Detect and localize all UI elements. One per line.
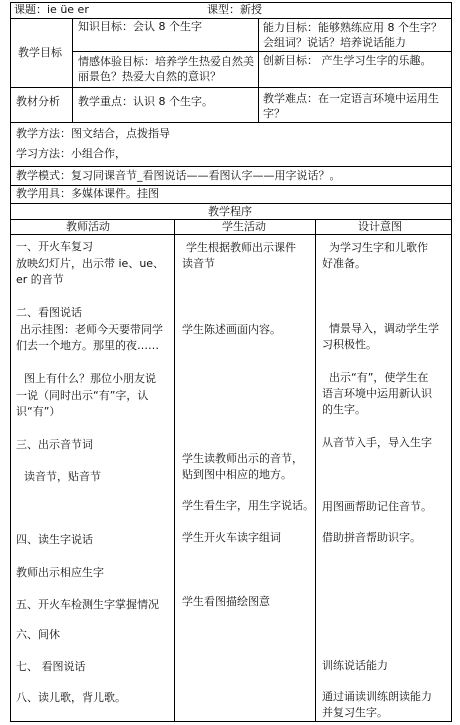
teacher-activity-line: 们去一个地方。那里的夜…… (16, 339, 159, 352)
student-activity-line: 读音节 (182, 257, 215, 270)
row-divider (10, 166, 451, 167)
teaching-tools: 教学用具：多媒体课件。挂图 (16, 187, 159, 200)
innovation-goal: 创新目标： 产生学习生字的乐趣。 (263, 54, 432, 67)
intent-line: 习积极性。 (322, 338, 377, 351)
row-divider (10, 18, 451, 19)
teacher-activity-line: 二、看图说话 (16, 306, 82, 319)
row-divider (10, 234, 451, 235)
row-divider (10, 122, 451, 123)
intent-line: 借助拼音帮助识字。 (322, 531, 421, 544)
teacher-activity-line: 出示挂图：老师今天要带同学 (20, 323, 163, 336)
intent-line: 训练说话能力 (322, 659, 388, 672)
teacher-activity-line: 教师出示相应生字 (16, 566, 104, 579)
col-divider (258, 18, 259, 123)
col-student-header: 学生活动 (222, 220, 266, 233)
student-activity-line: 学生看生字，用生字说话。 (182, 499, 314, 512)
goals-row-label: 教学目标 (18, 46, 62, 59)
intent-line: 好准备。 (322, 257, 366, 270)
intent-line: 并复习生字。 (322, 706, 388, 719)
student-activity-line: 学生读教师出示的音节， (182, 452, 303, 465)
intent-line: 从音节入手，导入生字 (322, 436, 432, 449)
teacher-activity-line: 四、读生字说话 (16, 533, 93, 546)
teacher-activity-line: 放映幻灯片，出示带 ie、ue、 (16, 257, 165, 270)
col-divider (72, 18, 73, 123)
col-divider (315, 219, 316, 722)
teacher-activity-line: 五、开火车检测生字掌握情况 (16, 598, 159, 611)
lesson-type: 课型：新授 (207, 3, 262, 16)
table-border-left (10, 2, 11, 722)
student-activity-line: 学生根据教师出示课件 (186, 241, 296, 254)
teacher-activity-line: 读音节，贴音节 (24, 470, 101, 483)
intent-line: 通过诵读训练朗读能力 (322, 690, 432, 703)
table-border-right (451, 2, 452, 722)
teacher-activity-line: 六、间休 (16, 628, 60, 641)
student-activity-line: 学生陈述画面内容。 (182, 323, 281, 336)
row-divider (10, 203, 451, 204)
teacher-activity-line: 一、开火车复习 (16, 240, 93, 253)
teacher-activity-line: 一说（同时出示“有”字，认 (16, 389, 149, 402)
row-divider (10, 87, 451, 88)
ability-goal: 能力目标：能够熟练应用 8 个生字？会组词？说话？培养说话能力 (263, 21, 442, 49)
intent-line: 的生字。 (322, 403, 366, 416)
difficulty-point: 教学难点：在一定语言环境中运用生字？ (263, 92, 439, 120)
teacher-activity-line: 八、读儿歌，背儿歌。 (16, 691, 126, 704)
teacher-activity-line: er 的音节 (16, 273, 64, 286)
intent-line: 出示“有”，使学生在 (329, 371, 429, 384)
col-intent-header: 设计意图 (358, 220, 402, 233)
analysis-row-label: 教材分析 (16, 95, 60, 108)
col-divider (174, 219, 175, 722)
teacher-activity-line: 图上有什么？那位小朋友说 (24, 372, 156, 385)
student-activity-line: 学生看图描绘图意 (182, 595, 270, 608)
student-activity-line: 学生开火车读字组词 (182, 531, 281, 544)
teaching-method: 教学方法：图文结合，点拨指导 (16, 127, 170, 140)
teaching-mode: 教学模式：复习同课音节_看图说话——看图认字——用字说话？。 (16, 169, 341, 182)
intent-line: 为学习生字和儿歌作 (329, 241, 428, 254)
student-activity-line: 贴到图中相应的地方。 (182, 468, 292, 481)
intent-line: 语言环境中运用新认识 (322, 387, 432, 400)
learning-method: 学习方法：小组合作， (16, 147, 126, 160)
intent-line: 用图画帮助记住音节。 (322, 500, 432, 513)
knowledge-goal: 知识目标：会认 8 个生字 (78, 20, 202, 33)
course-topic: 课题：ie üe er (14, 3, 89, 16)
col-teacher-header: 教师活动 (66, 220, 110, 233)
teacher-activity-line: 识“有”） (16, 405, 61, 418)
key-point: 教学重点：认识 8 个生字。 (78, 95, 213, 108)
row-divider (72, 51, 451, 52)
intent-line: 情景导入，调动学生学 (329, 322, 439, 335)
teacher-activity-line: 七、 看图说话 (16, 660, 86, 673)
teacher-activity-line: 三、出示音节词 (16, 438, 93, 451)
emotion-goal: 情感体验目标：培养学生热爱自然美丽景色？热爱大自然的意识？ (78, 55, 254, 83)
table-border-bottom (10, 721, 451, 722)
procedure-title: 教学程序 (208, 205, 252, 218)
row-divider (10, 185, 451, 186)
